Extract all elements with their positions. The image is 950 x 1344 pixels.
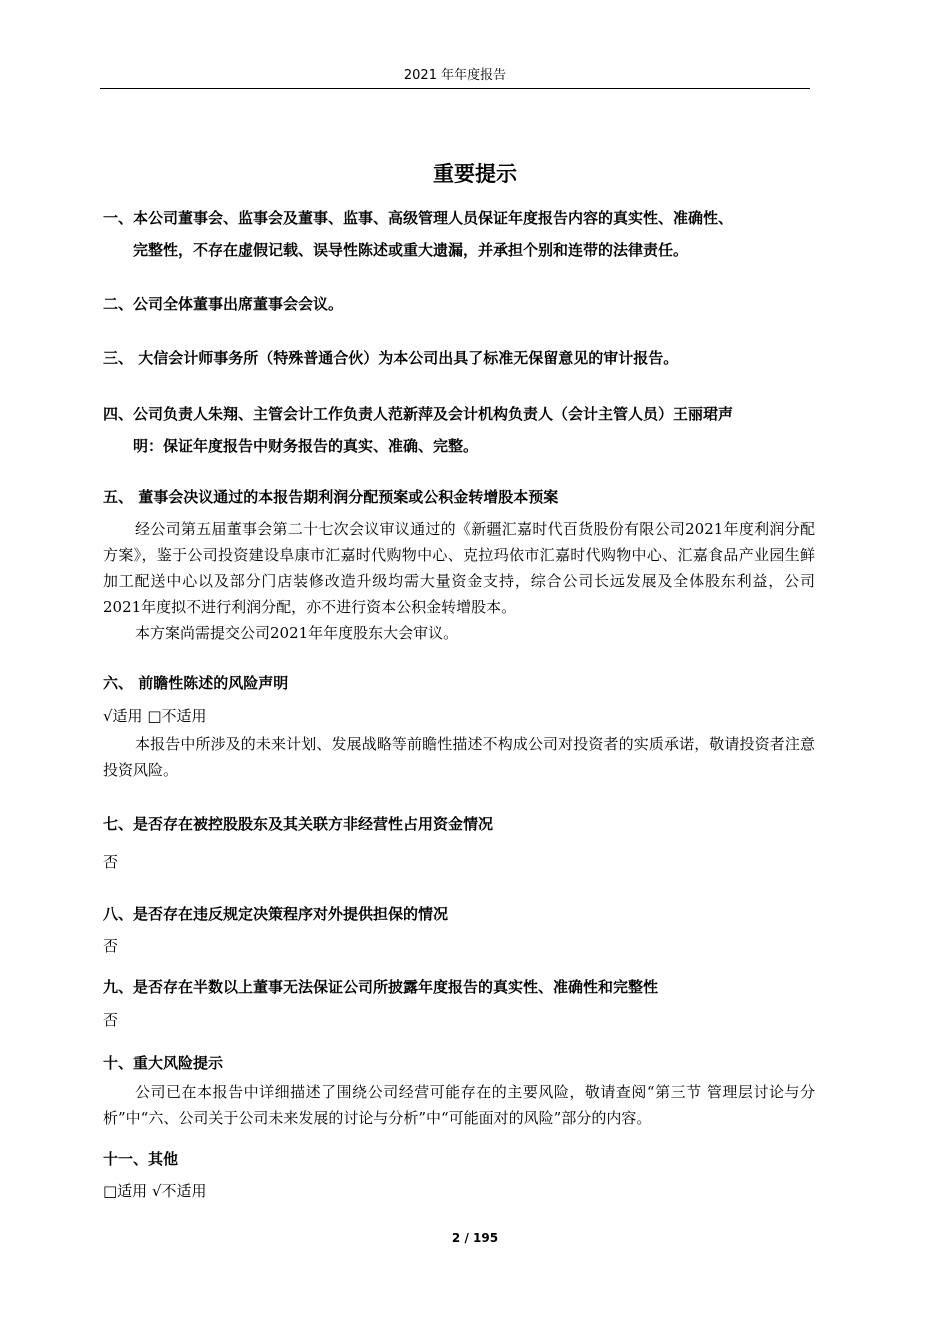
section-9-answer: 否 bbox=[103, 1011, 119, 1029]
section-4-line1: 四、公司负责人朱翔、主管会计工作负责人范新萍及会计机构负责人（会计主管人员）王丽珺声 bbox=[103, 405, 734, 423]
section-5-paragraph-2: 本方案尚需提交公司2021年年度股东大会审议。 bbox=[135, 624, 459, 642]
section-6-applicability: √适用 □不适用 bbox=[103, 707, 207, 725]
section-6-paragraph: 本报告中所涉及的未来计划、发展战略等前瞻性描述不构成公司对投资者的实质承诺，敬请投资者注意投资风险。 bbox=[103, 735, 815, 779]
section-4-line2: 明：保证年度报告中财务报告的真实、准确、完整。 bbox=[133, 437, 479, 455]
section-1-line1: 一、本公司董事会、监事会及董事、监事、高级管理人员保证年度报告内容的真实性、准确性、 bbox=[103, 209, 734, 227]
section-9-heading: 九、是否存在半数以上董事无法保证公司所披露年度报告的真实性、准确性和完整性 bbox=[103, 978, 659, 996]
page-header: 2021 年年度报告 bbox=[403, 68, 507, 83]
section-6-body bbox=[103, 731, 815, 783]
page-title: 重要提示 bbox=[433, 162, 517, 186]
section-5-body bbox=[103, 516, 815, 646]
section-8-answer: 否 bbox=[103, 937, 119, 955]
header-rule bbox=[100, 88, 810, 89]
section-10-paragraph: 公司已在本报告中详细描述了围绕公司经营可能存在的主要风险，敬请查阅“第三节 管理层讨论与分析”中“六、公司关于公司未来发展的讨论与分析”中“可能面对的风险”部分的内容。 bbox=[103, 1083, 815, 1127]
section-7-answer: 否 bbox=[103, 853, 119, 871]
section-10-body bbox=[103, 1079, 815, 1131]
section-2: 二、公司全体董事出席董事会会议。 bbox=[103, 295, 344, 313]
section-6-heading: 六、 前瞻性陈述的风险声明 bbox=[103, 674, 289, 692]
section-5-paragraph: 经公司第五届董事会第二十七次会议审议通过的《新疆汇嘉时代百货股份有限公司2021年度利润分配方案》，鉴于公司投资建设阜康市汇嘉时代购物中心、克拉玛依市汇嘉时代购物中心、汇嘉食品产业园生鲜加工配送中心以及部分门店装修改造升级均需大量资金支持，综合公司长远发展及全体股东利益，公司2021年度拟不进行利润分配，亦不进行资本公积金转增股本。 bbox=[103, 520, 815, 616]
page-number: 2 / 195 bbox=[451, 1231, 499, 1245]
section-11-applicability: □适用 √不适用 bbox=[103, 1182, 207, 1200]
section-1 bbox=[103, 202, 823, 266]
section-4 bbox=[103, 398, 823, 462]
section-8-heading: 八、是否存在违反规定决策程序对外提供担保的情况 bbox=[103, 905, 449, 923]
section-5-heading: 五、 董事会决议通过的本报告期利润分配预案或公积金转增股本预案 bbox=[103, 488, 559, 506]
section-3: 三、 大信会计师事务所（特殊普通合伙）为本公司出具了标准无保留意见的审计报告。 bbox=[103, 349, 679, 367]
section-11-heading: 十一、其他 bbox=[103, 1150, 179, 1168]
section-1-line2: 完整性，不存在虚假记载、误导性陈述或重大遗漏，并承担个别和连带的法律责任。 bbox=[133, 241, 689, 259]
section-7-heading: 七、是否存在被控股股东及其关联方非经营性占用资金情况 bbox=[103, 815, 494, 833]
section-10-heading: 十、重大风险提示 bbox=[103, 1054, 224, 1072]
